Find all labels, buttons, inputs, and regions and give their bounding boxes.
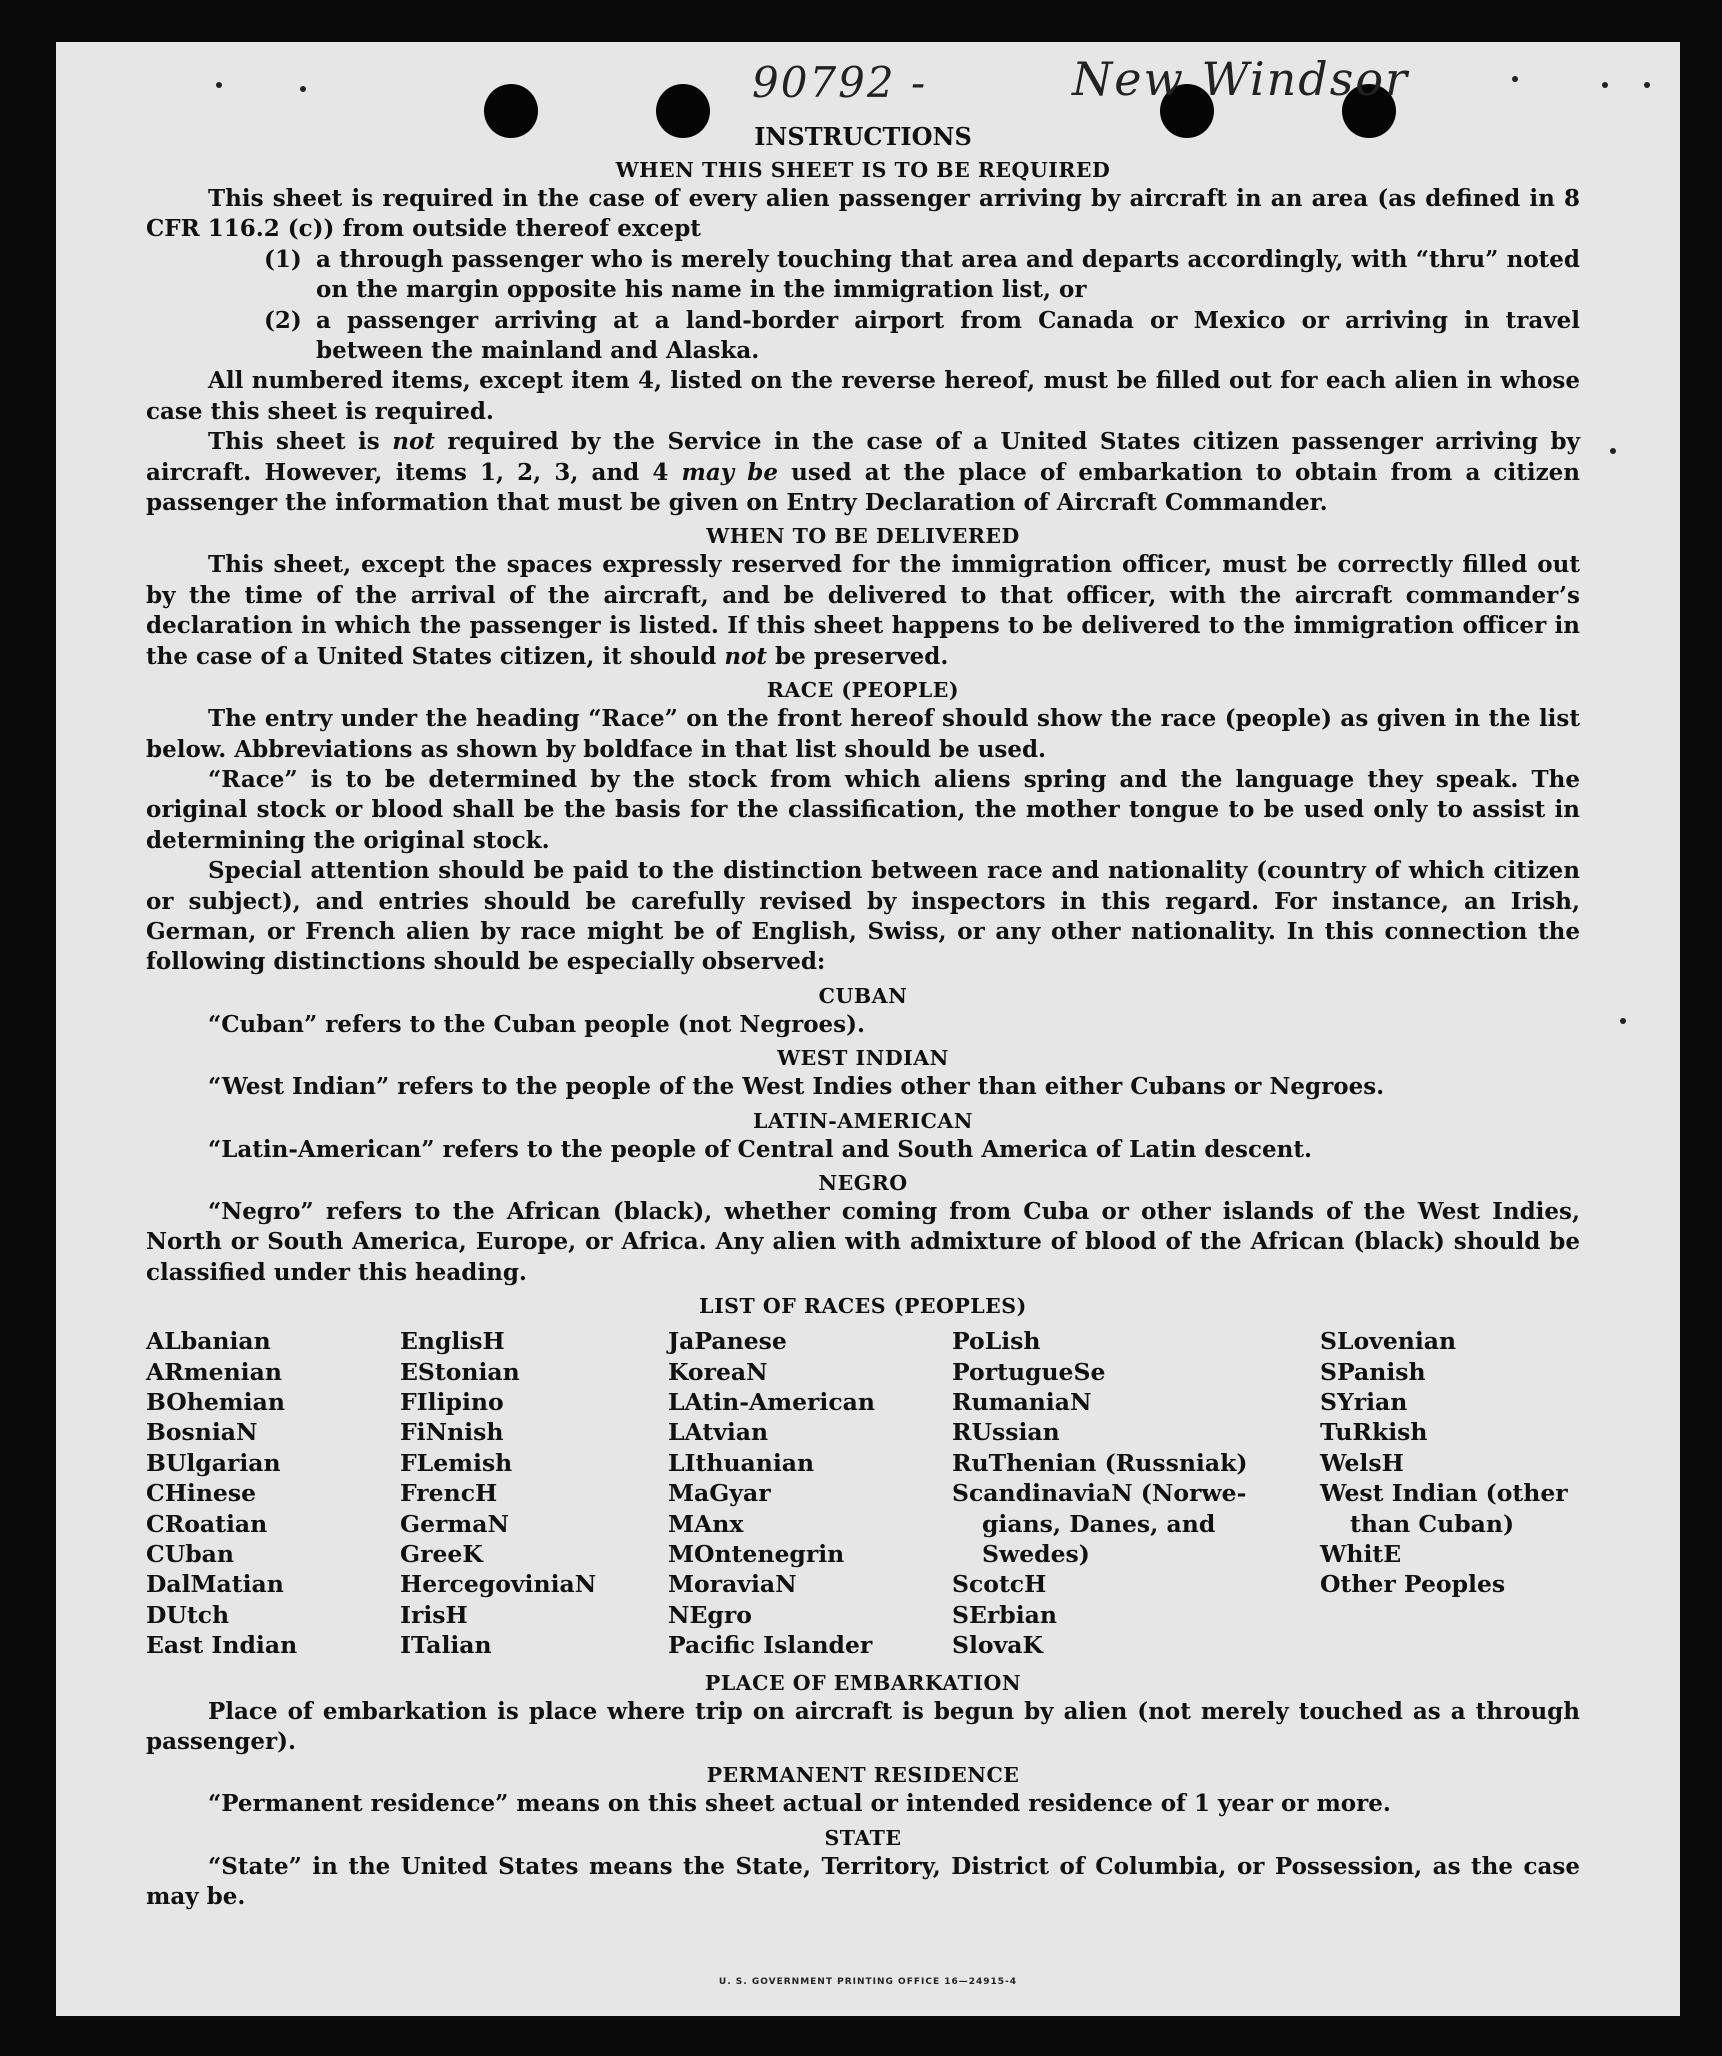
- printer-footer: U. S. GOVERNMENT PRINTING OFFICE 16—24915-4: [718, 1977, 1018, 1987]
- race-item: SYrian: [1320, 1388, 1408, 1416]
- race-item: LIthuanian: [668, 1448, 815, 1477]
- paragraph: “West Indian” refers to the people of the West Indies other than either Cubans or Negroes.: [208, 1073, 1385, 1101]
- section-heading: PERMANENT RESIDENCE: [706, 1763, 1020, 1788]
- paragraph: “State” in the United States means the State, Territory, District of Columbia, or Possession, as the case may be.: [146, 1852, 1580, 1911]
- paragraph: “Permanent residence” means on this sheet actual or intended residence of 1 year or more.: [208, 1790, 1391, 1818]
- race-item: SErbian: [952, 1600, 1057, 1629]
- race-item: FIlipino: [400, 1388, 504, 1416]
- race-item: WelsH: [1320, 1448, 1404, 1477]
- race-item: ScandinaviaN (Norwe-: [952, 1479, 1247, 1508]
- paragraph: This sheet, except the spaces expressly reserved for the immigration officer, must be correctly filled out by the time of the arrival of the aircraft, and be delivered to that officer, with the aircraft commander’s declaration in which the passenger is listed. If this sheet happens to be delivered to the immigration officer in the case of a United States citizen, it should not be preserved.: [146, 551, 1580, 670]
- section-heading: LIST OF RACES (PEOPLES): [699, 1294, 1027, 1319]
- race-item: MAnx: [668, 1509, 744, 1538]
- paragraph: The entry under the heading “Race” on the front hereof should show the race (people) as given in the list below. Abbreviations as shown by boldface in that list should be used.: [146, 705, 1580, 763]
- race-item: Pacific Islander: [668, 1631, 873, 1660]
- paragraph: This sheet is required in the case of every alien passenger arriving by aircraft in an area (as defined in 8 CFR 116.2 (c)) from outside thereof except: [146, 185, 1580, 243]
- race-item: DalMatian: [146, 1570, 284, 1599]
- race-column: [952, 1326, 1320, 1660]
- race-column: [146, 1326, 400, 1660]
- race-item: FiNnish: [400, 1418, 504, 1447]
- instructions-body: [146, 118, 1580, 1913]
- race-item: MaGyar: [668, 1479, 771, 1508]
- race-item: PortugueSe: [952, 1357, 1106, 1386]
- speck: [1620, 1018, 1626, 1024]
- emphasis: not: [392, 428, 435, 456]
- race-item: RuThenian (Russniak): [952, 1448, 1248, 1477]
- speck: [1644, 82, 1650, 88]
- speck: [300, 86, 306, 92]
- race-item: PoLish: [952, 1327, 1041, 1356]
- race-item: ScotcH: [952, 1570, 1047, 1599]
- race-item: West Indian (other: [1320, 1479, 1568, 1508]
- race-item: BOhemian: [146, 1388, 285, 1416]
- race-item: MoraviaN: [668, 1570, 797, 1599]
- section-heading: WHEN THIS SHEET IS TO BE REQUIRED: [615, 158, 1111, 182]
- handwritten-number: 90792 -: [752, 58, 928, 107]
- speck: [216, 82, 222, 88]
- item-text: a through passenger who is merely touching that area and departs accordingly, with “thru” noted on the margin opposite his name in the immigration list, or: [316, 245, 1580, 304]
- section-heading: CUBAN: [818, 983, 908, 1008]
- section-heading: LATIN-AMERICAN: [752, 1108, 974, 1133]
- race-item: than Cuban): [1350, 1509, 1515, 1538]
- speck: [1610, 448, 1616, 454]
- section-heading: NEGRO: [818, 1170, 908, 1195]
- race-item: MOntenegrin: [668, 1540, 845, 1569]
- speck: [1602, 82, 1608, 88]
- race-item: FrencH: [400, 1479, 498, 1508]
- race-item: EnglisH: [400, 1327, 505, 1356]
- race-item: HercegoviniaN: [400, 1570, 597, 1599]
- paragraph: Special attention should be paid to the distinction between race and nationality (country of which citizen or subject), and entries should be carefully revised by inspectors in this regard. For instance, an Irish, German, or French alien by race might be of English, Swiss, or any other nationality. In this connection the following distinctions should be especially observed:: [146, 857, 1580, 976]
- race-item: WhitE: [1320, 1540, 1402, 1569]
- race-column: [668, 1326, 952, 1660]
- race-column: [1320, 1326, 1580, 1660]
- race-item: EStonian: [400, 1357, 520, 1386]
- list-item: [264, 245, 1580, 306]
- section-heading: WEST INDIAN: [777, 1046, 949, 1071]
- race-item: SLovenian: [1320, 1327, 1457, 1356]
- paragraph: This sheet is not required by the Service in the case of a United States citizen passenger arriving by aircraft. However, items 1, 2, 3, and 4 may be used at the place of embarkation to obtain from a citizen passenger the information that must be given on Entry Declaration of Aircraft Commander.: [146, 428, 1581, 517]
- race-item: Swedes): [982, 1540, 1090, 1569]
- list-item: [264, 306, 1580, 367]
- page-title: INSTRUCTIONS: [754, 122, 972, 151]
- race-item: FLemish: [400, 1448, 513, 1477]
- emphasis: not: [724, 642, 768, 670]
- item-number: (1): [264, 245, 302, 273]
- race-item: RumaniaN: [952, 1388, 1092, 1416]
- race-item: JaPanese: [668, 1327, 787, 1356]
- paragraph: “Race” is to be determined by the stock from which aliens spring and the language they speak. The original stock or blood shall be the basis for the classification, the mother tongue to be used only to assist in determining the original stock.: [146, 765, 1580, 854]
- emphasis: may be: [681, 458, 779, 486]
- speck: [1512, 76, 1518, 82]
- race-item: DUtch: [146, 1600, 230, 1629]
- section-heading: RACE (PEOPLE): [766, 678, 960, 703]
- section-heading: PLACE OF EMBARKATION: [704, 1670, 1022, 1695]
- race-item: gians, Danes, and: [982, 1509, 1216, 1538]
- race-item: BosniaN: [146, 1418, 258, 1447]
- paragraph: “Negro” refers to the African (black), whether coming from Cuba or other islands of the West Indies, North or South America, Europe, or Africa. Any alien with admixture of blood of the African (black) should be classified under this heading.: [146, 1197, 1580, 1286]
- race-column: [400, 1326, 668, 1660]
- race-item: RUssian: [952, 1418, 1060, 1447]
- race-item: CHinese: [146, 1479, 257, 1508]
- race-item: GermaN: [400, 1509, 509, 1538]
- race-item: CRoatian: [146, 1509, 268, 1538]
- handwritten-name: New Windsor: [1072, 52, 1410, 106]
- race-item: LAtin-American: [668, 1388, 875, 1416]
- race-item: SlovaK: [952, 1631, 1043, 1660]
- race-list: [146, 1326, 1580, 1660]
- race-item: GreeK: [400, 1540, 483, 1569]
- race-item: Other Peoples: [1320, 1570, 1506, 1599]
- race-item: IrisH: [400, 1600, 468, 1629]
- race-item: NEgro: [668, 1600, 752, 1629]
- race-item: BUlgarian: [146, 1448, 281, 1477]
- section-heading: WHEN TO BE DELIVERED: [706, 524, 1020, 549]
- paragraph: “Latin-American” refers to the people of Central and South America of Latin descent.: [208, 1135, 1312, 1163]
- race-item: ALbanian: [146, 1327, 271, 1356]
- race-item: KoreaN: [668, 1357, 768, 1386]
- item-number: (2): [264, 306, 302, 334]
- paragraph: Place of embarkation is place where trip on aircraft is begun by alien (not merely touched as a through passenger).: [146, 1697, 1580, 1756]
- race-item: ARmenian: [146, 1357, 282, 1386]
- race-item: East Indian: [146, 1631, 298, 1660]
- race-item: CUban: [146, 1540, 234, 1569]
- paragraph: “Cuban” refers to the Cuban people (not Negroes).: [208, 1010, 866, 1038]
- paragraph: All numbered items, except item 4, listed on the reverse hereof, must be filled out for each alien in whose case this sheet is required.: [146, 367, 1580, 425]
- race-item: LAtvian: [668, 1418, 769, 1447]
- section-heading: STATE: [824, 1825, 902, 1850]
- item-text: a passenger arriving at a land-border airport from Canada or Mexico or arriving in travel between the mainland and Alaska.: [316, 306, 1580, 365]
- race-item: SPanish: [1320, 1357, 1426, 1386]
- race-item: ITalian: [400, 1631, 492, 1660]
- race-item: TuRkish: [1320, 1418, 1428, 1447]
